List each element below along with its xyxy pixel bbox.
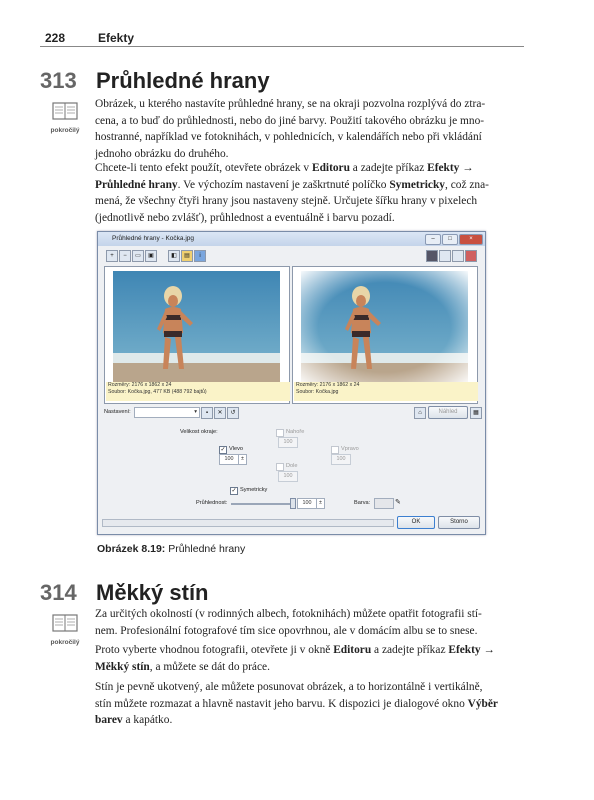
slider-handle[interactable]	[290, 498, 296, 509]
folder-icon[interactable]: ▤	[181, 250, 193, 262]
compare-icon[interactable]: ◧	[168, 250, 180, 262]
color-label: Barva:	[354, 500, 371, 506]
image-dimensions: Rozměry: 2176 x 1862 x 24	[108, 382, 172, 388]
beach-photo-faded	[301, 271, 468, 384]
layout-horizontal-icon[interactable]	[452, 250, 464, 262]
level-badge	[50, 102, 80, 134]
level-badge	[50, 614, 80, 646]
paragraph	[95, 96, 525, 162]
text-line: Za určitých okolností (v rodinných albech, fotoknihách) můžete opatřit fotografii stí-	[95, 608, 482, 620]
layout-vertical-icon[interactable]	[439, 250, 451, 262]
fit-icon[interactable]: ▭	[132, 250, 144, 262]
left-checkbox[interactable]: ✓	[220, 447, 226, 453]
bottom-checkbox[interactable]	[276, 463, 284, 471]
preview-button[interactable]: Náhled	[428, 406, 468, 419]
paragraph	[95, 606, 525, 639]
color-swatch[interactable]	[374, 498, 394, 509]
beach-photo	[113, 271, 280, 384]
text-line: mená, že všechny čtyři hrany jsou nastaveny stejně. Určujete šířku hrany v pixelech	[95, 195, 478, 207]
window-controls	[425, 234, 483, 245]
edge-size-label: Velikost okraje:	[180, 429, 218, 435]
symmetric-checkbox[interactable]: ✓	[231, 488, 237, 494]
preview-icon[interactable]: ⌂	[414, 407, 426, 419]
eyedropper-icon[interactable]: ✎	[395, 499, 401, 506]
dialog-title: Průhledné hrany - Kočka.jpg	[112, 235, 195, 242]
options-icon[interactable]: ▦	[470, 407, 482, 419]
left-spinner[interactable]: ±	[238, 454, 247, 465]
cancel-button[interactable]: Storno	[438, 516, 480, 529]
top-checkbox[interactable]	[276, 429, 284, 437]
progress-bar	[102, 519, 394, 527]
delete-preset-icon[interactable]: ✕	[214, 407, 226, 419]
actual-size-icon[interactable]: ▣	[145, 250, 157, 262]
text-line: stín můžete rozmazat a hlavně nastavit jeho barvu. K dispozici je dialogové okno Výběr	[95, 697, 498, 710]
figure-caption: Obrázek 8.19: Průhledné hrany	[97, 543, 246, 555]
original-preview	[104, 266, 290, 404]
running-header-chapter: Efekty	[98, 31, 135, 45]
top-label: Nahoře	[286, 429, 305, 435]
section-number: 313	[40, 68, 77, 93]
right-checkbox[interactable]	[331, 446, 339, 454]
zoom-in-icon[interactable]: +	[106, 250, 118, 262]
book-icon	[52, 614, 78, 632]
dialog-titlebar	[98, 232, 485, 246]
text-line: Chcete-li tento efekt použít, otevřete obrázek v Editoru a zadejte příkaz Efekty →	[95, 162, 474, 174]
reset-icon[interactable]: ↺	[227, 407, 239, 419]
image-dimensions: Rozměry: 2176 x 1862 x 24	[296, 382, 360, 388]
symmetric-label: Symetricky	[240, 487, 268, 493]
header-rule	[40, 46, 524, 47]
section-title: Průhledné hrany	[96, 68, 270, 93]
paragraph	[95, 679, 525, 729]
level-label: pokročilý	[50, 127, 80, 134]
maximize-button[interactable]: □	[442, 234, 458, 245]
info-icon[interactable]: i	[194, 250, 206, 262]
text-line: Stín je pevně ukotvený, ale můžete posunovat obrázek, a to horizontálně i vertikálně,	[95, 681, 483, 693]
text-line: Měkký stín, a můžete se dát do práce.	[95, 660, 270, 673]
paragraph	[95, 642, 525, 675]
top-value-input[interactable]: 100	[278, 437, 298, 448]
section-title: Měkký stín	[96, 580, 209, 605]
level-label: pokročilý	[50, 639, 80, 646]
bottom-label: Dole	[286, 463, 298, 469]
right-label: Vpravo	[341, 446, 359, 452]
transparency-label: Průhlednost:	[196, 500, 228, 506]
transparency-input[interactable]: 100	[297, 498, 317, 509]
transparency-slider[interactable]	[231, 503, 293, 505]
transparency-spinner[interactable]: ±	[316, 498, 325, 509]
image-file-info: Soubor: Kočka.jpg, 477 KB (488 792 bajtů)	[108, 389, 207, 395]
zoom-out-icon[interactable]: −	[119, 250, 131, 262]
text-line: barev a kapátko.	[95, 714, 173, 726]
book-icon	[52, 102, 78, 120]
page-number: 228	[45, 31, 66, 45]
right-value-input[interactable]: 100	[331, 454, 351, 465]
text-line: hostranné, například ve fotoknihách, v pohlednicích, v kalendářích nebo při vkládání	[95, 131, 482, 143]
close-button[interactable]: ×	[459, 234, 483, 245]
image-info	[106, 382, 290, 401]
ok-button[interactable]: OK	[397, 516, 435, 529]
dialog-screenshot	[97, 231, 486, 535]
text-line: cena, a to buď do průhlednosti, nebo do jiné barvy. Použití takového obrázku je mno-	[95, 114, 485, 127]
preset-select[interactable]: ▾	[134, 407, 200, 418]
text-line: nem. Profesionální fotografové tím sice opovrhnou, ale v domácím albu se to snese.	[95, 624, 478, 637]
paragraph	[95, 160, 525, 226]
layout-single-icon[interactable]	[465, 250, 477, 262]
text-line: Proto vyberte vhodnou fotografii, otevřete ji v okně Editoru a zadejte příkaz Efekty →	[95, 644, 495, 656]
layout-split-icon[interactable]	[426, 250, 438, 262]
image-file-info: Soubor: Kočka.jpg	[296, 389, 339, 395]
left-value-input[interactable]: 100	[219, 454, 239, 465]
section-number: 314	[40, 580, 77, 605]
text-line: Průhledné hrany. Ve výchozím nastavení je zaškrtnuté políčko Symetricky, což zna-	[95, 178, 489, 191]
preset-label: Nastavení:	[104, 409, 131, 415]
text-line: (jednotlivě nebo zvlášť), průhlednost a eventuálně i barvu pozadí.	[95, 211, 395, 224]
text-line: Obrázek, u kterého nastavíte průhledné hrany, se na okraji pozvolna rozplývá do ztra-	[95, 98, 486, 110]
bottom-value-input[interactable]: 100	[278, 471, 298, 482]
image-info	[294, 382, 478, 401]
left-label: Vlevo	[229, 446, 243, 452]
save-preset-icon[interactable]: ▪	[201, 407, 213, 419]
result-preview	[292, 266, 478, 404]
minimize-button[interactable]: –	[425, 234, 441, 245]
text-line: jednoho obrázku do druhého.	[95, 147, 229, 160]
